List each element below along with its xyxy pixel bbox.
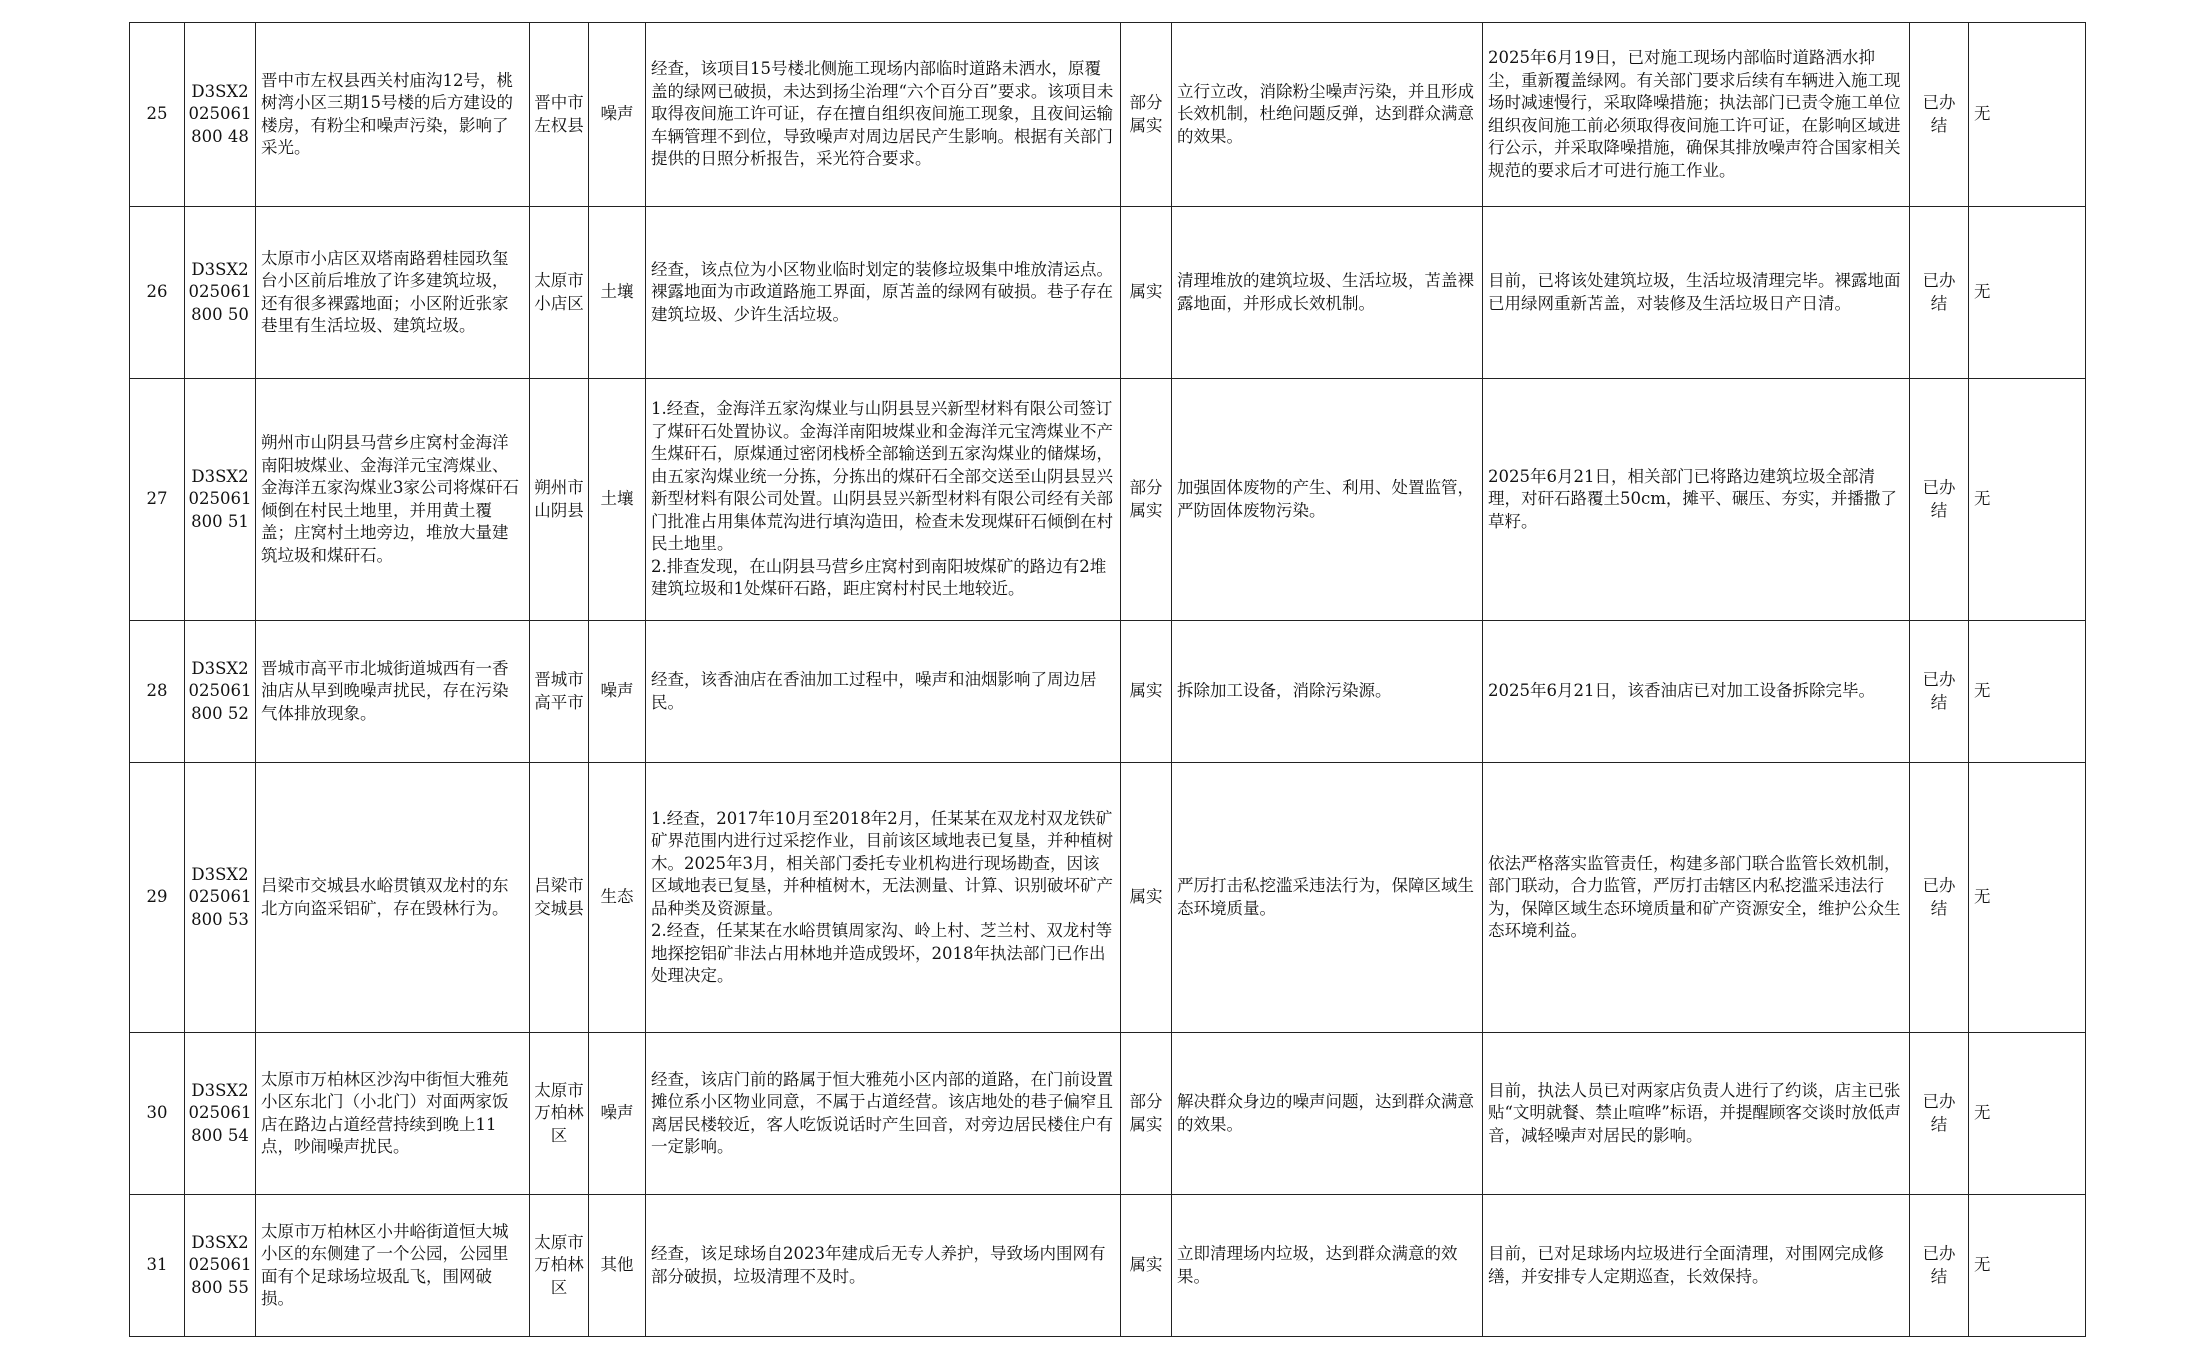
rectification-result: 目前，已对足球场内垃圾进行全面清理，对围网完成修缮，并安排专人定期巡查，长效保持。 [1483, 1195, 1910, 1337]
investigation-finding: 1.经查，金海洋五家沟煤业与山阴县昱兴新型材料有限公司签订了煤矸石处置协议。金海洋南阳坡煤业和金海洋元宝湾煤业不产生煤矸石，原煤通过密闭栈桥全部输送到五家沟煤业的储煤场，由五家沟煤业统一分拣，分拣出的煤矸石全部交送至山阴县昱兴新型材料有限公司处置。山阴县昱兴新型材料有限公司经有关部门批准占用集体荒沟进行填沟造田，检查未发现煤矸石倾倒在村民土地里。 2.排查发现，在山阴县马营乡庄窝村到南阳坡煤矿的路边有2堆建筑垃圾和1处煤矸石路，距庄窝村村民土地较近。 [646, 379, 1121, 621]
table-row [130, 621, 2086, 763]
case-status: 已办结 [1910, 379, 1969, 621]
rectification-goal: 解决群众身边的噪声问题，达到群众满意的效果。 [1172, 1033, 1483, 1195]
case-status: 已办结 [1910, 1195, 1969, 1337]
administrative-area: 太原市万柏林区 [530, 1033, 589, 1195]
rectification-result: 依法严格落实监管责任，构建多部门联合监管长效机制，部门联动，合力监管，严厉打击辖区内私挖滥采违法行为，保障区域生态环境质量和矿产资源安全，维护公众生态环境利益。 [1483, 763, 1910, 1033]
row-number: 29 [130, 763, 185, 1033]
investigation-finding: 经查，该店门前的路属于恒大雅苑小区内部的道路，在门前设置摊位系小区物业同意，不属于占道经营。该店地处的巷子偏窄且离居民楼较近，客人吃饭说话时产生回音，对旁边居民楼住户有一定影响。 [646, 1033, 1121, 1195]
investigation-finding: 经查，该足球场自2023年建成后无专人养护，导致场内围网有部分破损，垃圾清理不及时。 [646, 1195, 1121, 1337]
verdict: 属实 [1121, 621, 1172, 763]
row-number: 30 [130, 1033, 185, 1195]
row-number: 26 [130, 207, 185, 379]
rectification-goal: 拆除加工设备，消除污染源。 [1172, 621, 1483, 763]
case-status: 已办结 [1910, 763, 1969, 1033]
pollution-type: 生态 [589, 763, 646, 1033]
accountability: 无 [1969, 207, 2086, 379]
accountability: 无 [1969, 621, 2086, 763]
accountability: 无 [1969, 1195, 2086, 1337]
case-status: 已办结 [1910, 23, 1969, 207]
investigation-finding: 经查，该项目15号楼北侧施工现场内部临时道路未洒水，原覆盖的绿网已破损，未达到扬尘治理“六个百分百”要求。该项目未取得夜间施工许可证，存在擅自组织夜间施工现象，且夜间运输车辆管理不到位，导致噪声对周边居民产生影响。根据有关部门提供的日照分析报告，采光符合要求。 [646, 23, 1121, 207]
administrative-area: 太原市小店区 [530, 207, 589, 379]
case-code: D3SX2025061800 48 [185, 23, 256, 207]
rectification-goal: 清理堆放的建筑垃圾、生活垃圾，苫盖裸露地面，并形成长效机制。 [1172, 207, 1483, 379]
rectification-result: 2025年6月21日，该香油店已对加工设备拆除完毕。 [1483, 621, 1910, 763]
verdict: 部分属实 [1121, 379, 1172, 621]
complaint-content: 吕梁市交城县水峪贯镇双龙村的东北方向盗采铝矿，存在毁林行为。 [256, 763, 530, 1033]
verdict: 部分属实 [1121, 1033, 1172, 1195]
table-row [130, 1033, 2086, 1195]
complaint-content: 太原市万柏林区沙沟中街恒大雅苑小区东北门（小北门）对面两家饭店在路边占道经营持续到晚上11点，吵闹噪声扰民。 [256, 1033, 530, 1195]
table-row [130, 763, 2086, 1033]
rectification-result: 目前，已将该处建筑垃圾，生活垃圾清理完毕。裸露地面已用绿网重新苫盖，对装修及生活垃圾日产日清。 [1483, 207, 1910, 379]
complaint-content: 太原市小店区双塔南路碧桂园玖玺台小区前后堆放了许多建筑垃圾，还有很多裸露地面；小区附近张家巷里有生活垃圾、建筑垃圾。 [256, 207, 530, 379]
table-row [130, 1195, 2086, 1337]
case-status: 已办结 [1910, 621, 1969, 763]
complaint-content: 朔州市山阴县马营乡庄窝村金海洋南阳坡煤业、金海洋元宝湾煤业、金海洋五家沟煤业3家公司将煤矸石倾倒在村民土地里，并用黄土覆盖；庄窝村土地旁边，堆放大量建筑垃圾和煤矸石。 [256, 379, 530, 621]
case-status: 已办结 [1910, 1033, 1969, 1195]
administrative-area: 朔州市山阴县 [530, 379, 589, 621]
pollution-type: 噪声 [589, 1033, 646, 1195]
pollution-type: 噪声 [589, 23, 646, 207]
table-row [130, 23, 2086, 207]
complaint-content: 太原市万柏林区小井峪街道恒大城小区的东侧建了一个公园，公园里面有个足球场垃圾乱飞，围网破损。 [256, 1195, 530, 1337]
row-number: 28 [130, 621, 185, 763]
rectification-result: 2025年6月19日，已对施工现场内部临时道路洒水抑尘，重新覆盖绿网。有关部门要求后续有车辆进入施工现场时减速慢行，采取降噪措施；执法部门已责令施工单位组织夜间施工前必须取得夜间施工许可证，在影响区域进行公示，并采取降噪措施，确保其排放噪声符合国家相关规范的要求后才可进行施工作业。 [1483, 23, 1910, 207]
pollution-type: 土壤 [589, 379, 646, 621]
administrative-area: 晋城市高平市 [530, 621, 589, 763]
case-code: D3SX2025061800 54 [185, 1033, 256, 1195]
accountability: 无 [1969, 763, 2086, 1033]
row-number: 27 [130, 379, 185, 621]
pollution-type: 其他 [589, 1195, 646, 1337]
table-row [130, 379, 2086, 621]
rectification-result: 目前，执法人员已对两家店负责人进行了约谈，店主已张贴“文明就餐、禁止喧哗”标语，并提醒顾客交谈时放低声音，减轻噪声对居民的影响。 [1483, 1033, 1910, 1195]
row-number: 31 [130, 1195, 185, 1337]
complaint-content: 晋中市左权县西关村庙沟12号，桃树湾小区三期15号楼的后方建设的楼房，有粉尘和噪声污染，影响了采光。 [256, 23, 530, 207]
administrative-area: 吕梁市交城县 [530, 763, 589, 1033]
verdict: 属实 [1121, 1195, 1172, 1337]
investigation-finding: 经查，该点位为小区物业临时划定的装修垃圾集中堆放清运点。裸露地面为市政道路施工界面，原苫盖的绿网有破损。巷子存在建筑垃圾、少许生活垃圾。 [646, 207, 1121, 379]
complaint-content: 晋城市高平市北城街道城西有一香油店从早到晚噪声扰民，存在污染气体排放现象。 [256, 621, 530, 763]
accountability: 无 [1969, 1033, 2086, 1195]
case-code: D3SX2025061800 53 [185, 763, 256, 1033]
verdict: 部分属实 [1121, 23, 1172, 207]
pollution-type: 土壤 [589, 207, 646, 379]
rectification-goal: 立即清理场内垃圾，达到群众满意的效果。 [1172, 1195, 1483, 1337]
rectification-goal: 立行立改，消除粉尘噪声污染，并且形成长效机制，杜绝问题反弹，达到群众满意的效果。 [1172, 23, 1483, 207]
case-code: D3SX2025061800 55 [185, 1195, 256, 1337]
accountability: 无 [1969, 23, 2086, 207]
accountability: 无 [1969, 379, 2086, 621]
row-number: 25 [130, 23, 185, 207]
case-table [129, 22, 2086, 1337]
administrative-area: 晋中市左权县 [530, 23, 589, 207]
investigation-finding: 1.经查，2017年10月至2018年2月，任某某在双龙村双龙铁矿矿界范围内进行过采挖作业，目前该区域地表已复垦，并种植树木。2025年3月，相关部门委托专业机构进行现场勘查，因该区域地表已复垦，并种植树木，无法测量、计算、识别破坏矿产品种类及资源量。 2.经查，任某某在水峪贯镇周家沟、岭上村、芝兰村、双龙村等地探挖铝矿非法占用林地并造成毁坏，2018年执法部门已作出处理决定。 [646, 763, 1121, 1033]
case-status: 已办结 [1910, 207, 1969, 379]
case-code: D3SX2025061800 50 [185, 207, 256, 379]
verdict: 属实 [1121, 763, 1172, 1033]
case-code: D3SX2025061800 51 [185, 379, 256, 621]
rectification-goal: 严厉打击私挖滥采违法行为，保障区域生态环境质量。 [1172, 763, 1483, 1033]
rectification-goal: 加强固体废物的产生、利用、处置监管，严防固体废物污染。 [1172, 379, 1483, 621]
case-code: D3SX2025061800 52 [185, 621, 256, 763]
verdict: 属实 [1121, 207, 1172, 379]
investigation-finding: 经查，该香油店在香油加工过程中，噪声和油烟影响了周边居民。 [646, 621, 1121, 763]
table-row [130, 207, 2086, 379]
pollution-type: 噪声 [589, 621, 646, 763]
rectification-result: 2025年6月21日，相关部门已将路边建筑垃圾全部清理，对矸石路覆土50cm，摊平、碾压、夯实，并播撒了草籽。 [1483, 379, 1910, 621]
administrative-area: 太原市万柏林区 [530, 1195, 589, 1337]
